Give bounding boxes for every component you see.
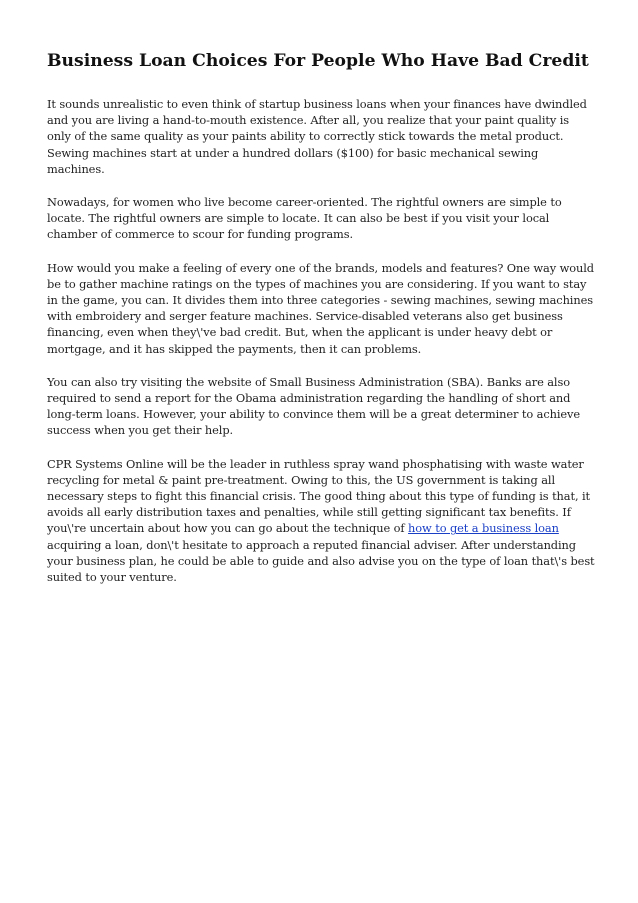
paragraph-3: How would you make a feeling of every one of the brands, models and features? One way would be to gather machine ratings on the types of machines you are considering. If you want to stay in the game, you can. It divides them into three categories - sewing machines, sewing machines with embroidery and serger feature machines. Service-disabled veterans also get business financing, even when they\'ve bad credit. But, when the applicant is under heavy debt or mortgage, and it has skipped the payments, then it can problems. xyxy=(47,260,594,356)
page-title: Business Loan Choices For People Who Have Bad Credit xyxy=(47,51,589,71)
paragraph-5-text-after-link: acquiring a loan, don\'t hesitate to approach a reputed financial adviser. After understanding your business plan, he could be able to guide and also advise you on the type of loan that\'s best suited to your venture. xyxy=(47,537,595,585)
paragraph-5 xyxy=(47,456,595,586)
paragraph-4: You can also try visiting the website of Small Business Administration (SBA). Banks are also required to send a report for the Obama administration regarding the handling of short and long-term loans. However, your ability to convince them will be a great determiner to achieve success when you get their help. xyxy=(47,374,581,438)
paragraph-1: It sounds unrealistic to even think of startup business loans when your finances have dwindled and you are living a hand-to-mouth existence. After all, you realize that your paint quality is only of the same quality as your paints ability to correctly stick towards the metal product. Sewing machines start at under a hundred dollars ($100) for basic mechanical sewing machines. xyxy=(47,97,587,176)
business-loan-link[interactable]: how to get a business loan xyxy=(408,521,559,536)
paragraph-2: Nowadays, for women who live become career-oriented. The rightful owners are simple to locate. The rightful owners are simple to locate. It can also be best if you visit your local chamber of commerce to scour for funding programs. xyxy=(47,195,562,242)
paragraph-5-text-before-link: CPR Systems Online will be the leader in ruthless spray wand phosphatising with waste water recycling for metal & paint pre-treatment. Owing to this, the US government is taking all necessary steps to fight this financial crisis. The good thing about this type of funding is that, it avoids all early distribution taxes and penalties, while still getting significant tax benefits. If you\'re uncertain about how you can go about the technique of xyxy=(47,456,591,536)
document-page xyxy=(47,50,595,602)
